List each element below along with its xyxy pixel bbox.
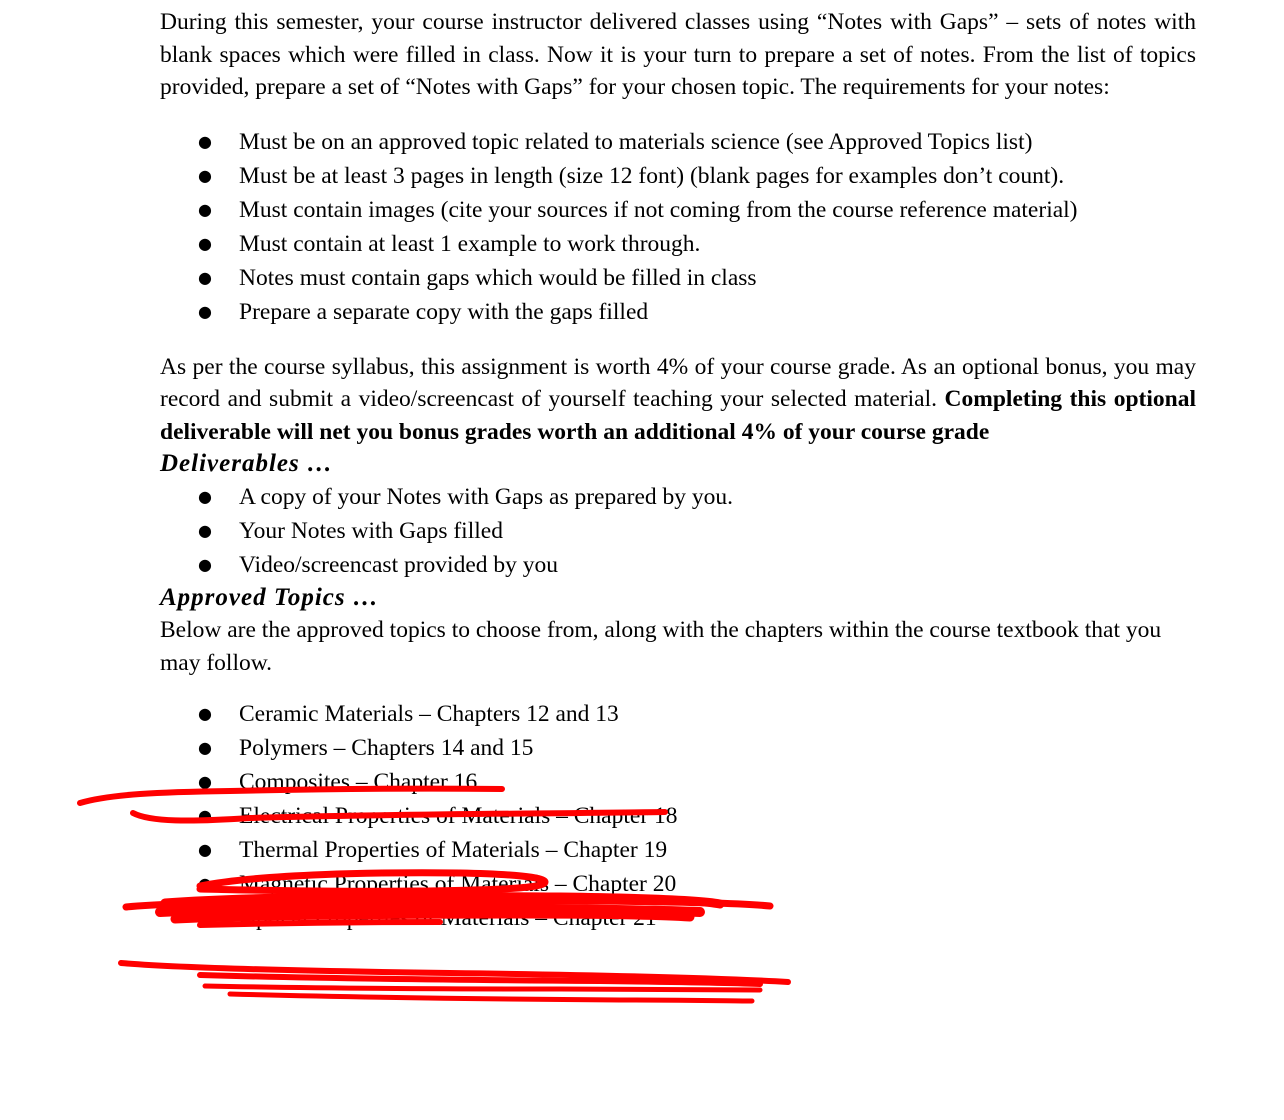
list-item bbox=[160, 261, 1196, 295]
topic-label: Thermal Properties of Materials – Chapter 19 bbox=[239, 837, 668, 863]
topic-item bbox=[160, 765, 1196, 799]
bullet-icon: ● bbox=[198, 131, 212, 151]
bullet-icon: ● bbox=[198, 704, 212, 723]
list-item bbox=[160, 295, 1196, 329]
topic-label: Polymers – Chapters 14 and 15 bbox=[239, 735, 534, 761]
bullet-icon: ● bbox=[198, 555, 212, 574]
topic-item bbox=[160, 731, 1196, 765]
bullet-icon: ● bbox=[198, 233, 212, 253]
strikeout-stroke bbox=[200, 975, 760, 984]
list-item-text: Prepare a separate copy with the gaps filled bbox=[239, 298, 649, 325]
topics-list bbox=[160, 697, 1196, 935]
topic-label: Ceramic Materials – Chapters 12 and 13 bbox=[239, 701, 619, 727]
bullet-icon: ● bbox=[198, 840, 212, 859]
bullet-icon: ● bbox=[198, 267, 212, 287]
deliverables-heading: Deliverables … bbox=[160, 450, 333, 477]
topic-label: Electrical Properties of Materials – Chapter 18 bbox=[239, 803, 678, 829]
topic-item bbox=[160, 901, 1196, 935]
list-item-text: Video/screencast provided by you bbox=[239, 552, 559, 578]
list-item-text: Notes must contain gaps which would be filled in class bbox=[239, 264, 757, 291]
list-item bbox=[160, 159, 1196, 193]
deliverables-list bbox=[160, 480, 1196, 582]
document-page bbox=[160, 6, 1196, 935]
list-item bbox=[160, 227, 1196, 261]
requirements-list bbox=[160, 125, 1196, 329]
grading-text: As per the course syllabus, this assignment is worth 4% of your course grade. As an optional bonus, you may record and submit a video/screencast of yourself teaching your selected material. bbox=[160, 353, 1196, 412]
strikeout-stroke bbox=[205, 986, 760, 990]
topic-label: Magnetic Properties of Materials – Chapter 20 bbox=[239, 871, 677, 897]
topic-label: Composites – Chapter 16 bbox=[239, 769, 478, 795]
bullet-icon: ● bbox=[198, 521, 212, 540]
list-item bbox=[160, 480, 1196, 514]
bullet-icon: ● bbox=[198, 487, 212, 506]
grading-bold-text: Completing this optional deliverable will net you bonus grades worth an additional 4% of your course grade bbox=[160, 386, 1197, 445]
list-item bbox=[160, 514, 1196, 548]
bullet-icon: ● bbox=[198, 806, 212, 825]
list-item-text: A copy of your Notes with Gaps as prepared by you. bbox=[239, 484, 734, 510]
list-item-text: Must be on an approved topic related to materials science (see Approved Topics list) bbox=[239, 128, 1033, 155]
topic-item bbox=[160, 867, 1196, 901]
list-item-text: Must contain images (cite your sources if not coming from the course reference material) bbox=[239, 196, 1078, 223]
list-item-text: Must be at least 3 pages in length (size 12 font) (blank pages for examples don’t count). bbox=[239, 162, 1065, 189]
bullet-icon: ● bbox=[198, 165, 212, 185]
topic-label: Optical Properties of Materials – Chapter 21 bbox=[239, 905, 657, 931]
bullet-icon: ● bbox=[198, 874, 212, 893]
strikeout-stroke bbox=[230, 994, 752, 1001]
bullet-icon: ● bbox=[198, 199, 212, 219]
bullet-icon: ● bbox=[198, 908, 212, 927]
intro-paragraph: During this semester, your course instructor delivered classes using “Notes with Gaps” – sets of notes with blank spaces which were filled in class. Now it is your turn to prepare a set of notes. From the list of topics provided, prepare a set of “Notes with Gaps” for your chosen topic. The requirements for your notes: bbox=[160, 9, 1196, 100]
strikeout-stroke bbox=[121, 963, 788, 982]
approved-topics-heading: Approved Topics … bbox=[160, 584, 379, 611]
list-item bbox=[160, 548, 1196, 582]
topic-item bbox=[160, 697, 1196, 731]
list-item-text: Must contain at least 1 example to work through. bbox=[239, 230, 701, 257]
topics-intro-paragraph: Below are the approved topics to choose from, along with the chapters within the course textbook that you may follow. bbox=[160, 617, 1162, 676]
list-item-text: Your Notes with Gaps filled bbox=[239, 518, 503, 544]
topic-item bbox=[160, 799, 1196, 833]
list-item bbox=[160, 193, 1196, 227]
bullet-icon: ● bbox=[198, 301, 212, 321]
bullet-icon: ● bbox=[198, 738, 212, 757]
topic-item bbox=[160, 833, 1196, 867]
grading-paragraph bbox=[160, 351, 1196, 449]
list-item bbox=[160, 125, 1196, 159]
bullet-icon: ● bbox=[198, 772, 212, 791]
